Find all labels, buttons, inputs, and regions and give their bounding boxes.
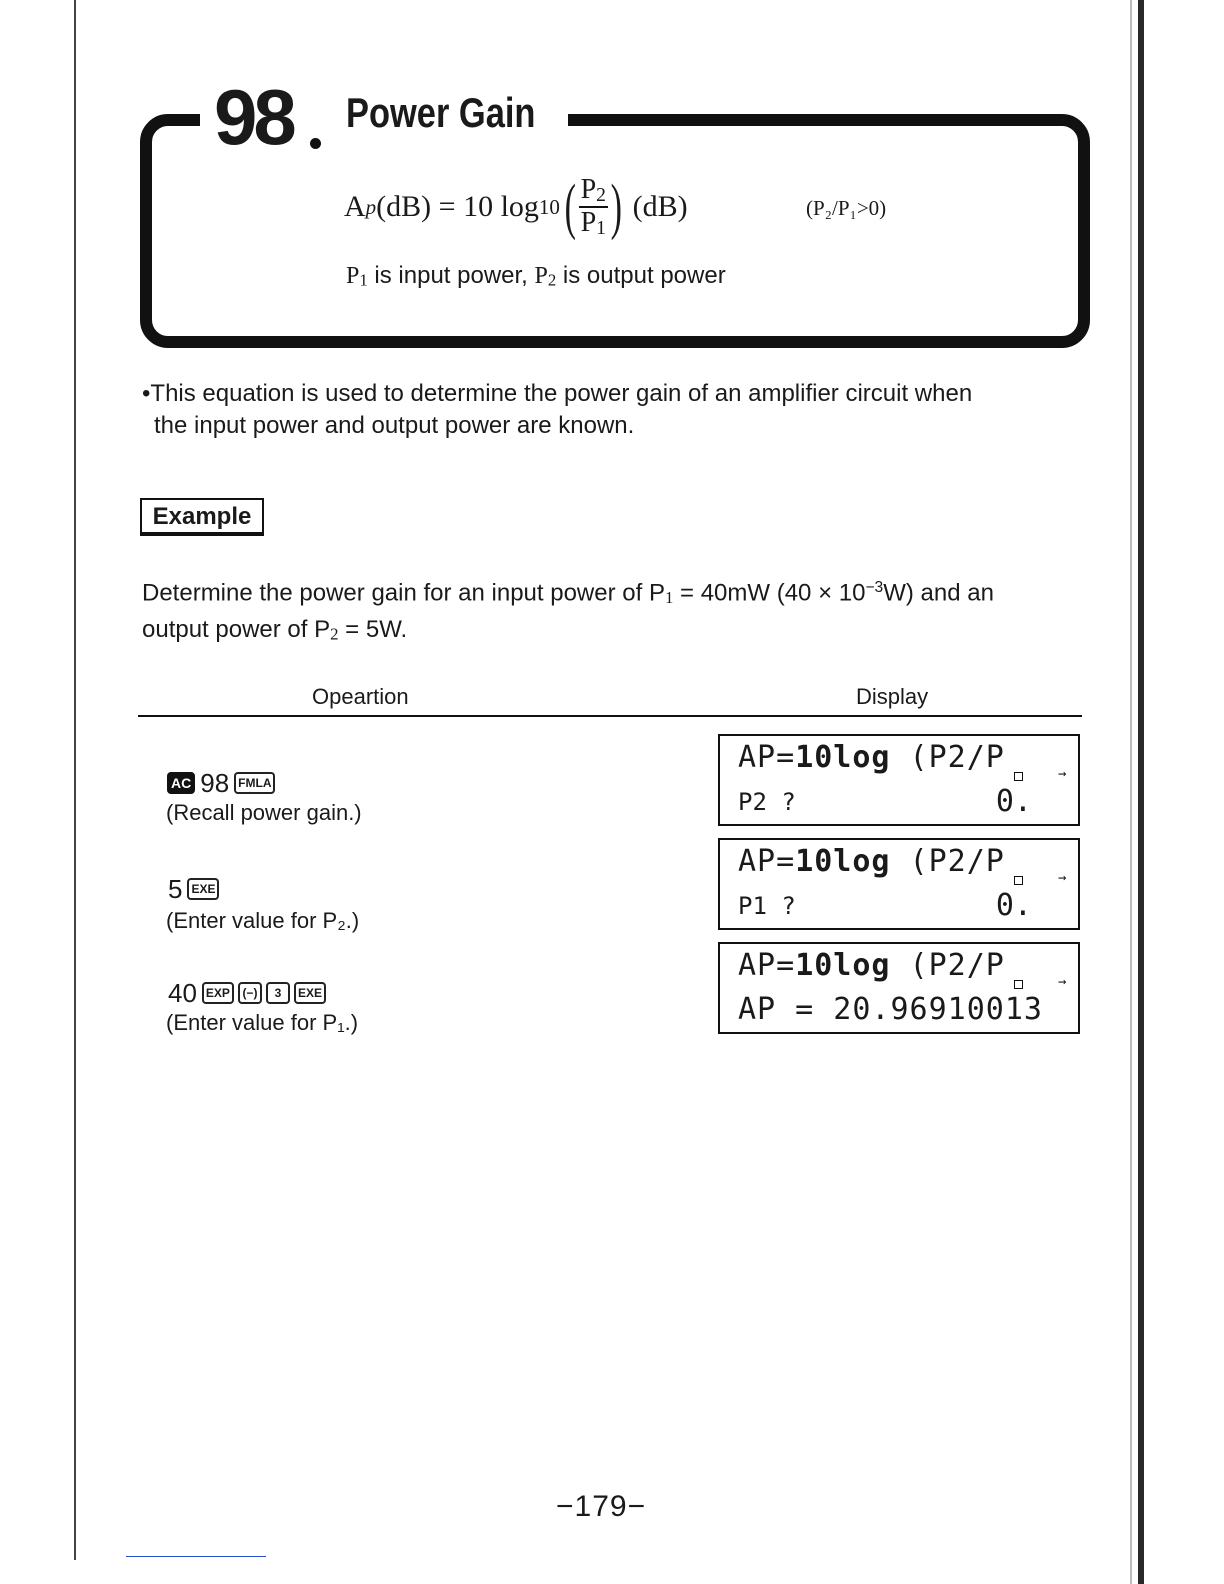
section-number-dot bbox=[310, 138, 321, 149]
step-1-digits: 98 bbox=[200, 768, 230, 798]
fraction-numerator: $P_2$ bbox=[580, 173, 606, 206]
step-2-description: (Enter value for P₂.) bbox=[166, 908, 360, 933]
display-2-formula: AP=10log (P2/P bbox=[738, 844, 1005, 879]
display-column-header: Display bbox=[856, 684, 929, 709]
exe-key: EXE bbox=[187, 878, 219, 900]
fraction-denominator: $P_1$ bbox=[580, 207, 606, 239]
section-number: 98 bbox=[214, 73, 293, 161]
step-3-description: (Enter value for P₁.) bbox=[166, 1010, 359, 1035]
intro-paragraph bbox=[142, 378, 1092, 442]
right-arrow-icon: → bbox=[1058, 974, 1067, 990]
example-label: Example bbox=[140, 498, 264, 536]
example-text: Determine the power gain for an input power of $P_1 = 40mW$ $(40 \times 10^{-3}W)$ and an output power of $P_2 = 5W$. bbox=[142, 579, 994, 644]
scan-edge-right-shadow bbox=[1130, 0, 1132, 1584]
formula-condition: (P₂/P₁>0) bbox=[806, 196, 887, 220]
display-2-indicator bbox=[1014, 876, 1023, 885]
intro-line-2: the input power and output power are known. bbox=[154, 412, 635, 439]
step-1-description: (Recall power gain.) bbox=[166, 800, 362, 825]
formula-fraction bbox=[579, 175, 608, 240]
step-2-digits: 5 bbox=[168, 874, 183, 904]
left-paren: ( bbox=[564, 173, 576, 241]
ac-key: AC bbox=[167, 772, 195, 794]
header-rule bbox=[138, 715, 1082, 717]
scan-edge-left bbox=[74, 0, 76, 1560]
formula-definition: $P_1$ is input power, $P_2$ is output power bbox=[346, 262, 726, 290]
display-2-value: 0. bbox=[995, 888, 1032, 923]
display-1-indicator bbox=[1014, 772, 1023, 781]
fmla-key: FMLA bbox=[234, 772, 275, 794]
step-1-keys bbox=[166, 768, 276, 798]
intro-line-1: •This equation is used to determine the power gain of an amplifier circuit when bbox=[142, 380, 973, 407]
right-arrow-icon: → bbox=[1058, 766, 1067, 782]
page-number: −179− bbox=[556, 1490, 647, 1523]
formula-lhs-unit: (dB) = 10 log bbox=[376, 190, 539, 223]
bottom-link-line bbox=[126, 1556, 266, 1557]
display-1 bbox=[718, 734, 1080, 826]
right-arrow-icon: → bbox=[1058, 870, 1067, 886]
formula-log-base: 10 bbox=[538, 194, 560, 219]
formula-lhs: A bbox=[344, 190, 366, 223]
display-2-prompt: P1 ? bbox=[738, 892, 796, 920]
formula-lhs-sub: p bbox=[365, 194, 377, 219]
display-3-result: AP = 20.96910013 bbox=[738, 992, 1043, 1027]
step-3-digits: 40 bbox=[168, 978, 197, 1008]
scan-edge-right bbox=[1138, 0, 1144, 1584]
display-3 bbox=[718, 942, 1080, 1034]
step-3-keys bbox=[166, 978, 327, 1008]
right-paren: ) bbox=[610, 173, 622, 241]
exp-key: EXP bbox=[202, 982, 234, 1004]
exe-key-2: EXE bbox=[294, 982, 326, 1004]
display-1-formula: AP=10log (P2/P bbox=[738, 740, 1005, 775]
display-3-indicator bbox=[1014, 980, 1023, 989]
page-title: Power Gain bbox=[346, 89, 536, 136]
negative-key: (−) bbox=[238, 982, 262, 1004]
power-gain-formula bbox=[344, 172, 688, 242]
formula-unit: (dB) bbox=[632, 190, 688, 223]
display-2 bbox=[718, 838, 1080, 930]
display-1-prompt: P2 ? bbox=[738, 788, 796, 816]
display-1-value: 0. bbox=[995, 784, 1032, 819]
display-3-formula: AP=10log (P2/P bbox=[738, 948, 1005, 983]
step-2-keys bbox=[166, 874, 220, 904]
operation-column-header: Opeartion bbox=[312, 684, 409, 709]
digit-3-key: 3 bbox=[266, 982, 290, 1004]
